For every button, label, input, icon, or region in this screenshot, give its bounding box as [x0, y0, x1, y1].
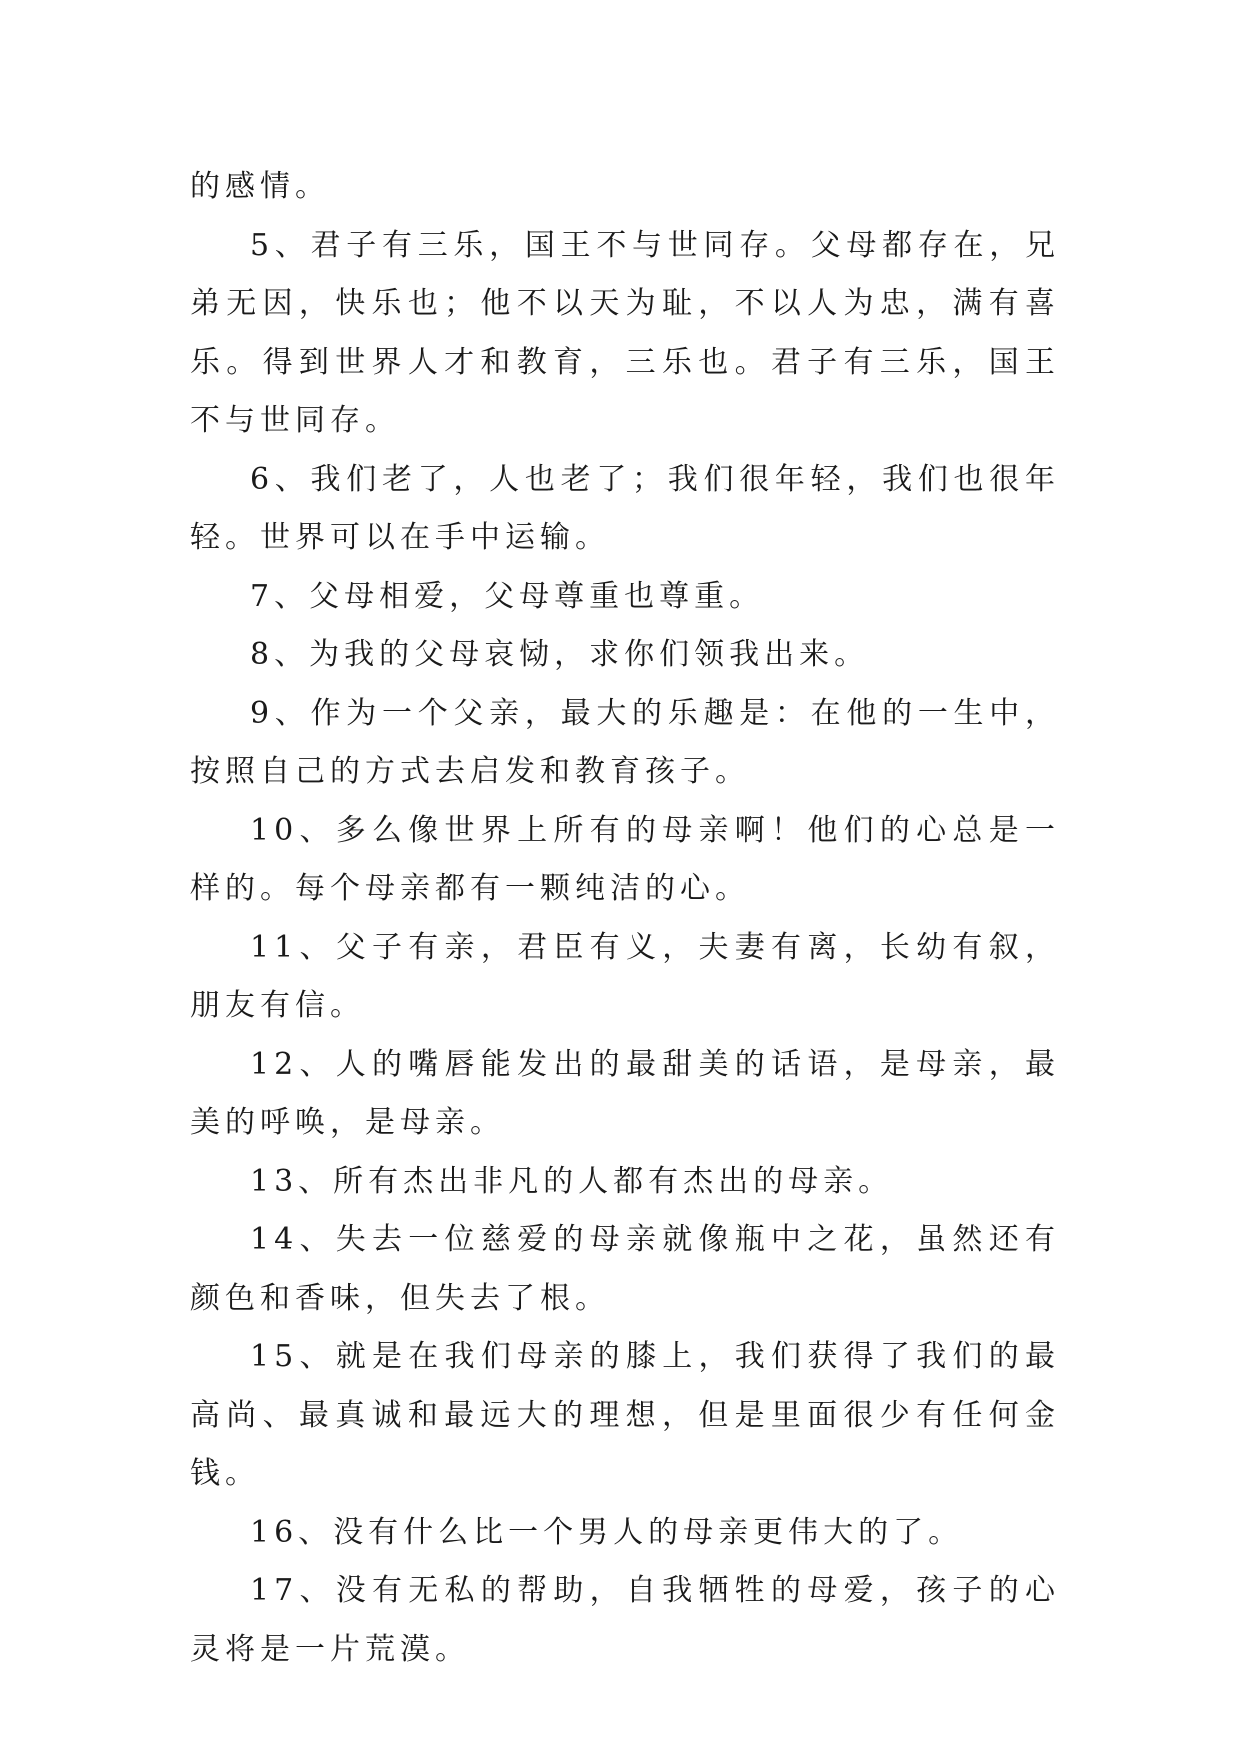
document-body — [190, 158, 1060, 1679]
paragraph-quote-6: 6、我们老了，人也老了；我们很年轻，我们也很年轻。世界可以在手中运输。 — [190, 461, 1060, 555]
paragraph-quote-16: 16、没有什么比一个男人的母亲更伟大的了。 — [250, 1514, 964, 1550]
paragraph-quote-17: 17、没有无私的帮助，自我牺牲的母爱，孩子的心灵将是一片荒漠。 — [190, 1573, 1060, 1667]
paragraph-quote-7: 7、父母相爱，父母尊重也尊重。 — [250, 578, 765, 614]
paragraph-quote-15: 15、就是在我们母亲的膝上，我们获得了我们的最高尚、最真诚和最远大的理想，但是里面很少有任何金钱。 — [190, 1339, 1060, 1491]
paragraph-quote-13: 13、所有杰出非凡的人都有杰出的母亲。 — [250, 1163, 894, 1199]
paragraph-quote-10: 10、多么像世界上所有的母亲啊！他们的心总是一样的。每个母亲都有一颗纯洁的心。 — [190, 812, 1060, 906]
paragraph-quote-8: 8、为我的父母哀恸，求你们领我出来。 — [250, 637, 870, 672]
paragraph-quote-12: 12、人的嘴唇能发出的最甜美的话语，是母亲，最美的呼唤，是母亲。 — [190, 1046, 1060, 1140]
paragraph-quote-11: 11、父子有亲，君臣有义，夫妻有离，长幼有叙，朋友有信。 — [190, 929, 1060, 1023]
paragraph-quote-14: 14、失去一位慈爱的母亲就像瓶中之花，虽然还有颜色和香味，但失去了根。 — [190, 1222, 1060, 1316]
paragraph-quote-9: 9、作为一个父亲，最大的乐趣是：在他的一生中，按照自己的方式去启发和教育孩子。 — [190, 695, 1060, 789]
paragraph-quote-5: 5、君子有三乐，国王不与世同存。父母都存在，兄弟无因，快乐也；他不以天为耻，不以人为忠，满有喜乐。得到世界人才和教育，三乐也。君子有三乐，国王不与世同存。 — [190, 227, 1060, 438]
paragraph-continuation: 的感情。 — [190, 169, 330, 204]
